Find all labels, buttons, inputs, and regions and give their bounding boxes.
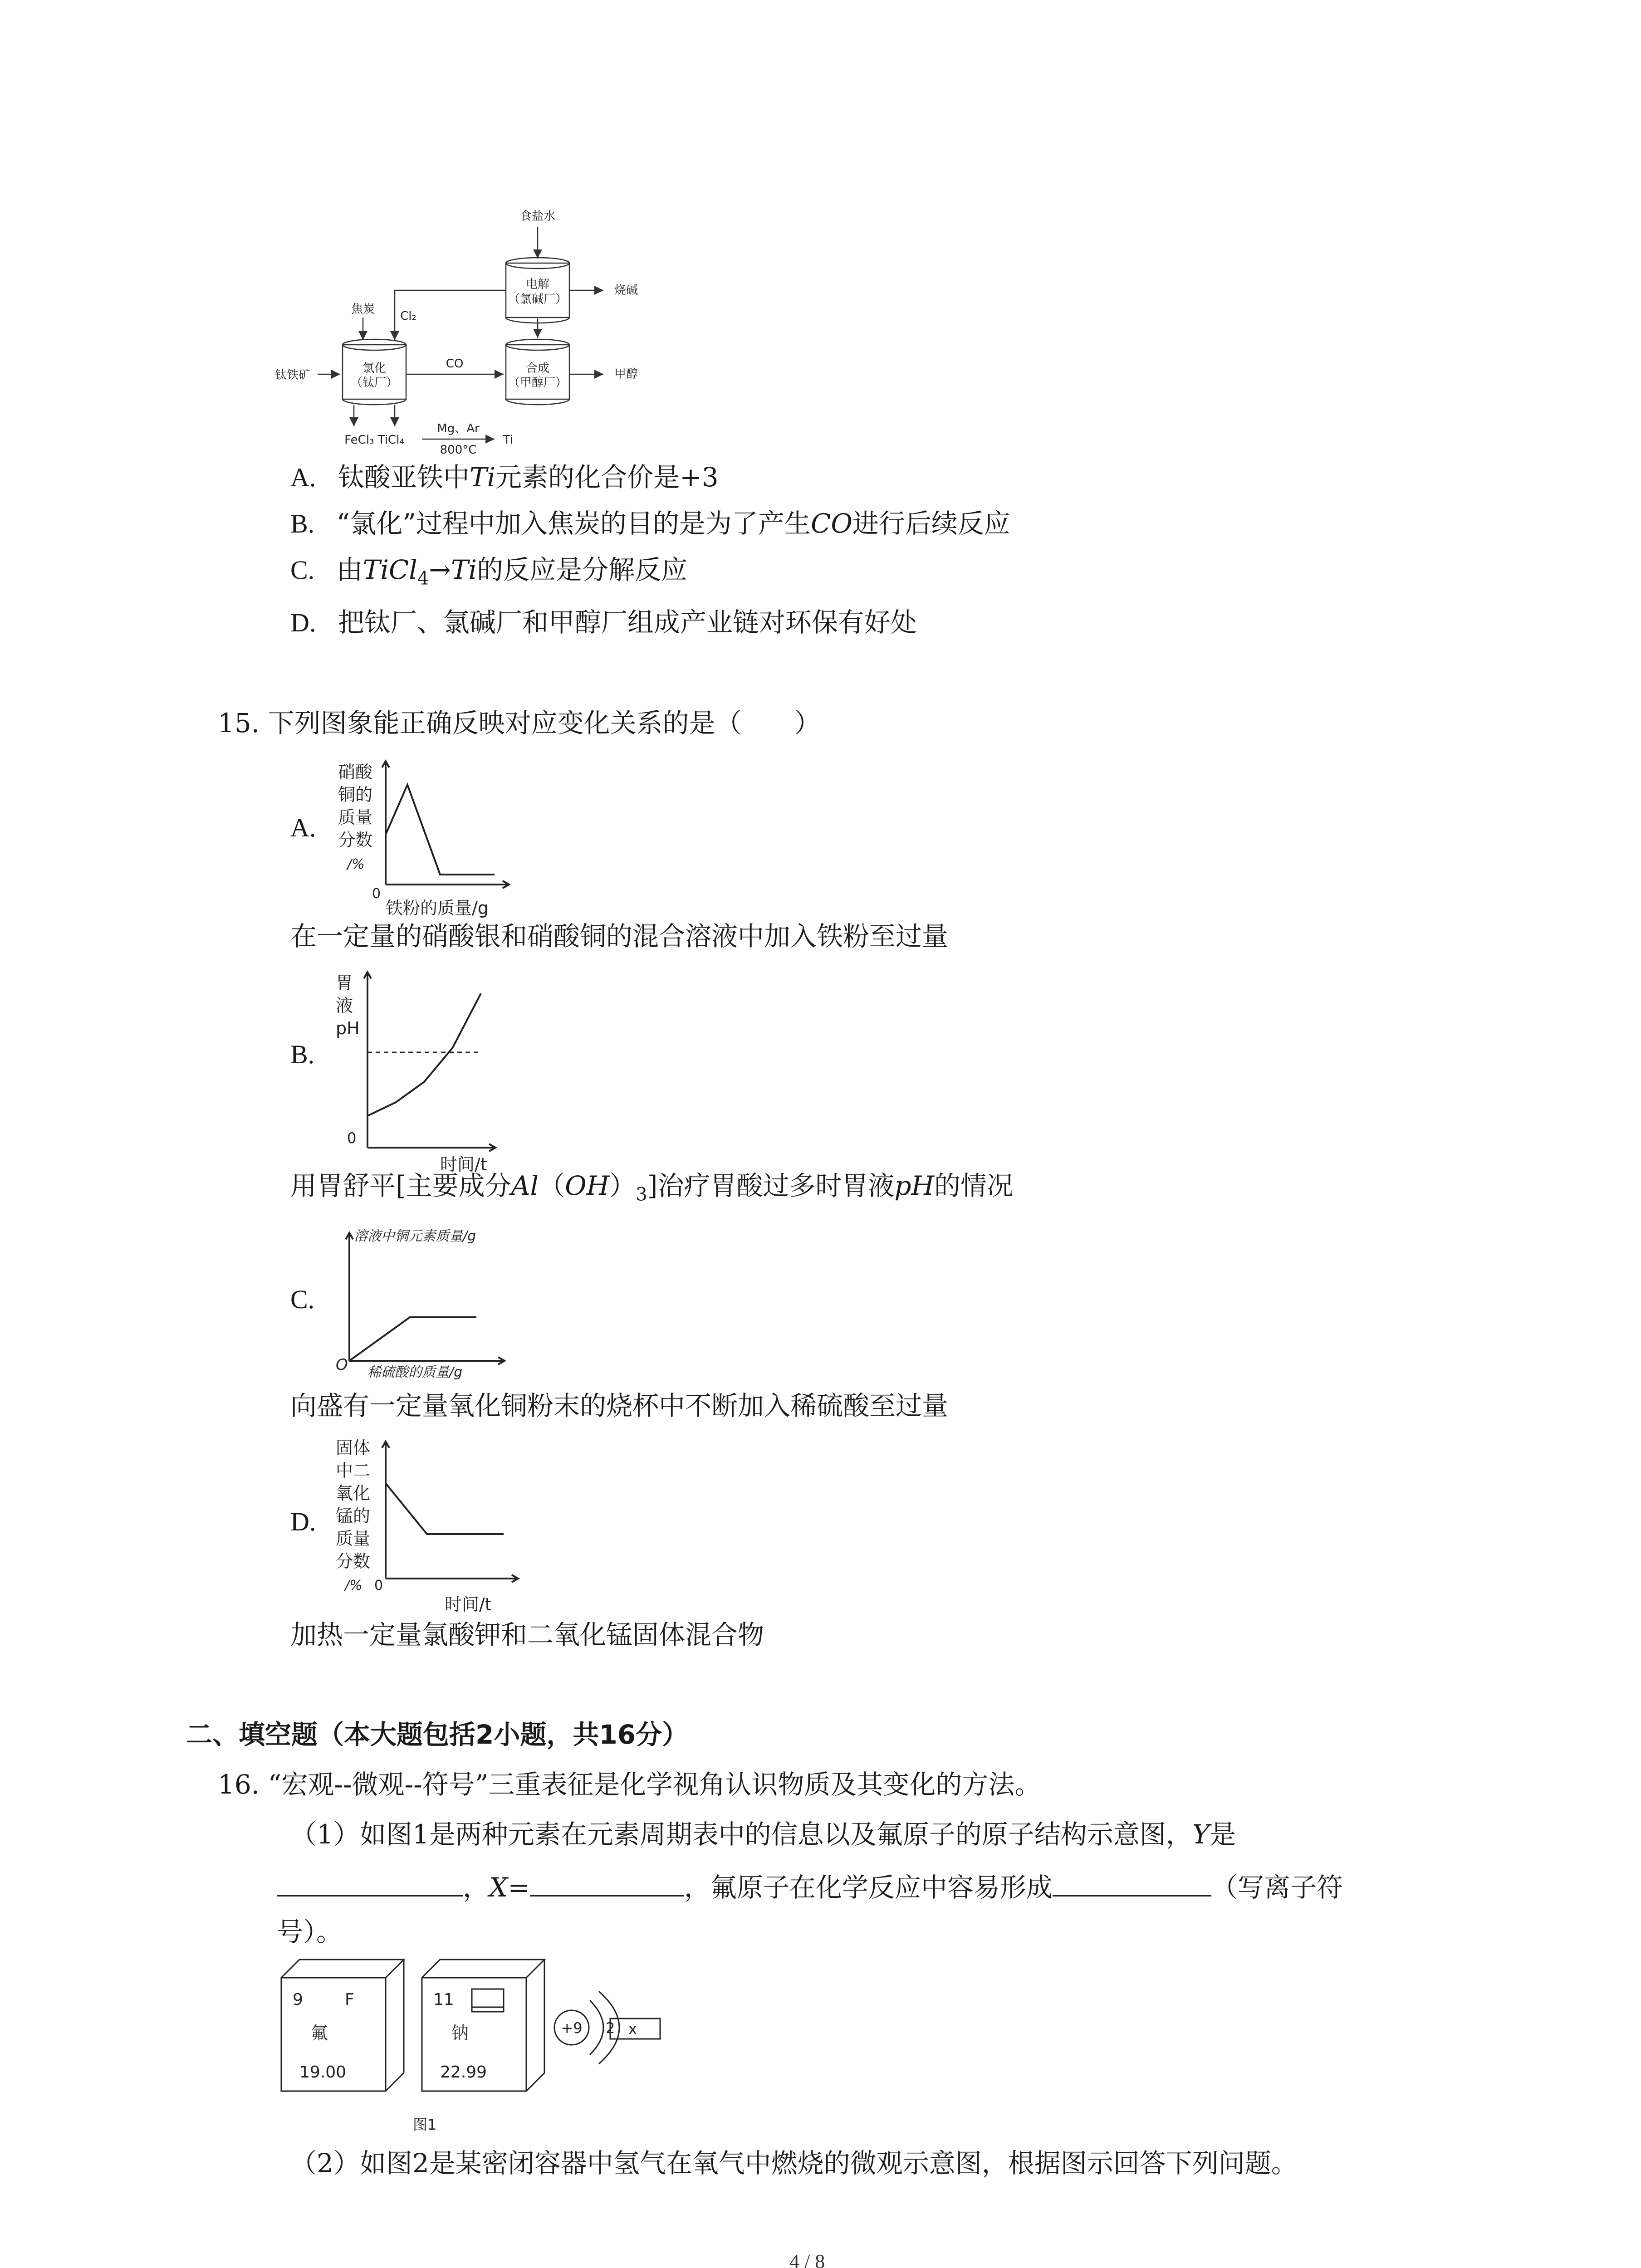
q15-option-a-caption: 在一定量的硝酸银和硝酸铜的混合溶液中加入铁粉至过量	[290, 921, 949, 952]
products-label: FeCl₃ TiCl₄	[344, 433, 404, 447]
q15b-series-curve	[367, 993, 481, 1116]
q14-option-c[interactable]: C. 由TiCl$_4$→Ti的反应是分解反应	[290, 554, 688, 589]
co-label: CO	[446, 357, 464, 371]
q15d-series-line	[386, 1483, 504, 1534]
page-number: 4 / 8	[789, 2250, 825, 2268]
reagents-label: Mg、Ar	[437, 422, 480, 435]
coke-label: 焦炭	[351, 303, 375, 316]
answer-blank-y[interactable]	[277, 1869, 463, 1897]
q15c-origin: O	[336, 1356, 348, 1374]
option-letter: C.	[290, 555, 315, 585]
option-letter: B.	[290, 509, 315, 538]
q15-option-b-letter[interactable]: B.	[290, 1040, 315, 1069]
q15-chart-a	[327, 753, 517, 921]
nucleus-charge: +9	[561, 2019, 583, 2037]
q16-p1-line2: ，X= ，氟原子在化学反应中容易形成 （写离子符	[277, 1869, 1343, 1904]
q15d-ylabel-6: 分数	[336, 1551, 371, 1571]
q15d-ylabel-2: 中二	[336, 1461, 371, 1481]
chlorination-label: 氯化	[362, 362, 387, 375]
q15a-ylabel-5: /%	[347, 856, 365, 872]
q15-option-b-caption: 用胃舒平[主要成分$Al(OH)_3$]治疗胃酸过多时胃液pH的情况	[290, 1170, 1014, 1205]
q14-option-d[interactable]: D. 把钛厂、氯碱厂和甲醇厂组成产业链对环保有好处	[290, 607, 917, 638]
q15b-xlabel: 时间/t	[440, 1154, 487, 1174]
q15d-xlabel: 时间/t	[445, 1594, 492, 1614]
q15a-series-line	[386, 785, 495, 875]
cl2-label: Cl₂	[400, 309, 416, 323]
q15a-xlabel: 铁粉的质量/g	[386, 898, 489, 918]
q15a-ylabel-1: 硝酸	[338, 762, 373, 782]
q15-chart-c	[331, 1225, 513, 1388]
methanol-label: 甲醇	[614, 367, 638, 381]
fluorine-number: 9	[293, 1990, 303, 2009]
q15-option-a-letter[interactable]: A.	[290, 813, 316, 842]
q15b-origin: 0	[347, 1129, 357, 1147]
electrolysis-sub: （氯碱厂）	[508, 293, 568, 306]
q14-option-a[interactable]: A. 钛酸亚铁中Ti元素的化合价是+3	[290, 462, 719, 493]
q15-chart-b	[327, 966, 508, 1175]
q15d-origin: 0	[374, 1578, 383, 1593]
q15b-ylabel-2: 液	[336, 996, 353, 1016]
q15d-ylabel-7: /%	[345, 1578, 362, 1593]
q16-p1-line3: 号）。	[277, 1916, 343, 1947]
q14-option-b[interactable]: B. “氯化”过程中加入焦炭的目的是为了产生CO进行后续反应	[290, 508, 1010, 539]
q15a-ylabel-2: 铜的	[338, 785, 373, 805]
sodium-number: 11	[433, 1990, 454, 2009]
q15b-ylabel-1: 胃	[336, 973, 353, 993]
figure-1	[272, 1950, 681, 2141]
q16-p1-line1: （1）如图1是两种元素在元素周期表中的信息以及氟原子的原子结构示意图，Y是	[290, 1819, 1236, 1850]
q15-option-c-letter[interactable]: C.	[290, 1285, 315, 1314]
q15d-ylabel-1: 固体	[336, 1438, 371, 1458]
ti-label: Ti	[503, 433, 514, 447]
q15d-ylabel-3: 氧化	[336, 1483, 371, 1503]
q15a-ylabel-4: 分数	[338, 830, 373, 850]
q15c-xlabel: 稀硫酸的质量/g	[367, 1364, 463, 1380]
q15d-ylabel-5: 质量	[336, 1529, 371, 1549]
option-letter: A.	[290, 463, 316, 492]
sodium-mass: 22.99	[440, 2063, 487, 2082]
answer-blank-ion[interactable]	[1053, 1869, 1211, 1897]
process-flowchart	[268, 200, 676, 463]
fluorine-symbol: F	[345, 1990, 354, 2009]
q15-stem: 15. 下列图象能正确反映对应变化关系的是（ ）	[218, 708, 821, 738]
temperature-label: 800°C	[440, 443, 477, 457]
synthesis-label: 合成	[525, 362, 550, 375]
saltwater-label: 食盐水	[519, 210, 556, 223]
q16-stem: 16. “宏观--微观--符号”三重表征是化学视角认识物质及其变化的方法。	[218, 1769, 1041, 1800]
sodium-name: 钠	[451, 2023, 469, 2043]
q15a-origin: 0	[372, 886, 381, 902]
chlorination-sub: （钛厂）	[350, 376, 398, 390]
q15-chart-d	[327, 1433, 526, 1628]
q15c-ylabel: 溶液中铜元素质量/g	[354, 1228, 476, 1244]
q15b-ylabel-3: pH	[336, 1018, 360, 1038]
q15d-ylabel-4: 锰的	[336, 1506, 371, 1526]
answer-blank-x[interactable]	[530, 1869, 684, 1897]
q15-option-c-caption: 向盛有一定量氧化铜粉末的烧杯中不断加入稀硫酸至过量	[290, 1390, 949, 1421]
shell-2-electrons: x	[628, 2020, 637, 2038]
synthesis-sub: （甲醇厂）	[508, 376, 568, 390]
caustic-soda-label: 烧碱	[614, 284, 638, 297]
figure-1-caption: 图1	[413, 2116, 437, 2133]
shell-1-electrons: 2	[606, 2019, 615, 2037]
fluorine-name: 氟	[311, 2023, 328, 2043]
electrolysis-label: 电解	[525, 278, 550, 291]
q15-option-d-letter[interactable]: D.	[290, 1507, 316, 1536]
q15a-ylabel-3: 质量	[338, 807, 373, 827]
fluorine-mass: 19.00	[299, 2063, 347, 2082]
section-2-heading: 二、填空题（本大题包括2小题，共16分）	[186, 1719, 689, 1750]
option-letter: D.	[290, 608, 316, 637]
q15-option-d-caption: 加热一定量氯酸钾和二氧化锰固体混合物	[290, 1619, 764, 1650]
q16-p2: （2）如图2是某密闭容器中氢气在氧气中燃烧的微观示意图，根据图示回答下列问题。	[290, 2148, 1298, 2179]
ilmenite-label: 钛铁矿	[274, 368, 311, 382]
